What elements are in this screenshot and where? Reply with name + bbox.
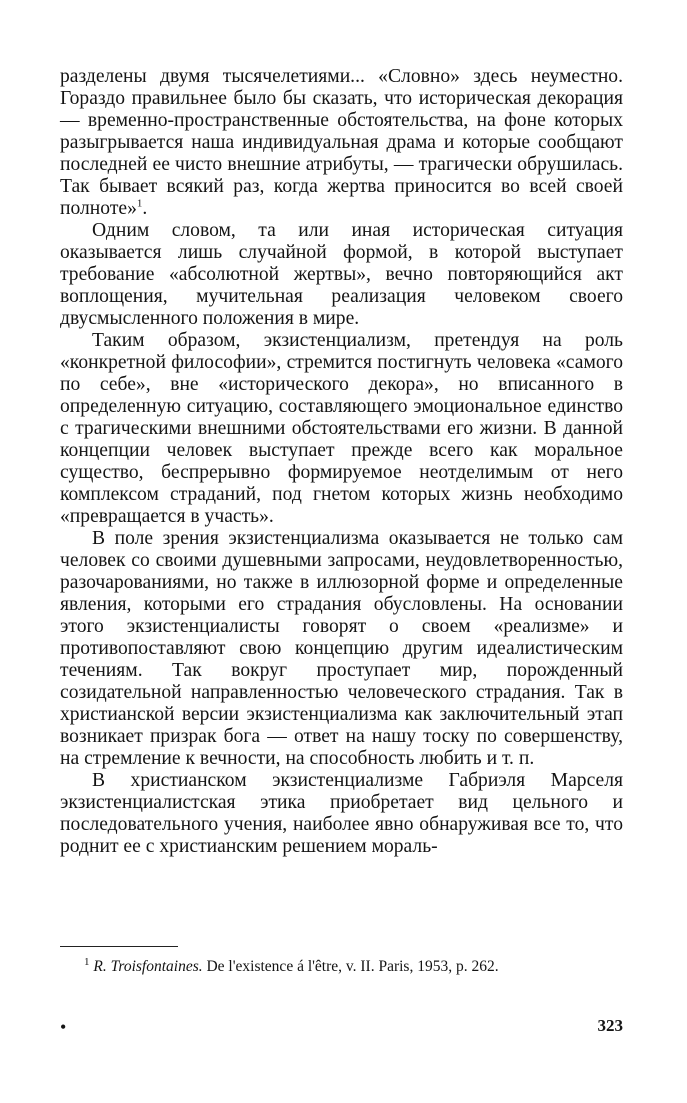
page-body [60,66,623,858]
paragraph-3: Таким образом, экзистенциализм, претендуя на роль «конкретной философии», стремится постигнуть человека «самого по себе», вне «исторического декора», но вписанного в определенную ситуацию, составляющего эмоциональное единство с трагическими внешними обстоятельствами его жизни. В данной концепции человек выступает прежде всего как моральное существо, беспрерывно формируемое неотделимым от него комплексом страданий, под гнетом которых жизнь необходимо «превращается в участь». [60,330,623,527]
footnote [60,957,623,977]
footnote-text: De l'existence á l'être, v. II. Paris, 1953, p. 262. [202,958,499,975]
footnote-marker: 1 [84,955,90,968]
footnote-divider [60,946,178,947]
paragraph-5: В христианском экзистенциализме Габриэля Марселя экзистенциалистская этика приобретает вид цельного и последовательного учения, наиболее явно обнаруживая все то, что роднит ее с христианским решением мораль- [60,770,623,857]
paragraph-1-text: разделены двумя тысячелетиями... «Словно» здесь неуместно. Гораздо правильнее было бы сказать, что историческая декорация — временно-пространственные обстоятельства, на фоне которых разыгрывается наша индивидуальная драма и которые сообщают последней ее чисто внешние атрибуты, — трагически обрушилась. Так бывает всякий раз, когда жертва приносится во всей своей полноте» [60,66,623,219]
paragraph-1-tail: . [142,198,148,219]
footnote-author: R. Troisfontaines. [93,958,203,975]
paragraph-1 [60,66,623,220]
paragraph-4: В поле зрения экзистенциализма оказывается не только сам человек со своими душевными запросами, неудовлетворенностью, разочарованиями, но также в иллюзорной форме и определенные явления, которыми его страдания обусловлены. На основании этого экзистенциалисты говорят о своем «реализме» и противопоставляют свою концепцию другим идеалистическим течениям. Так вокруг проступает мир, порожденный созидательной направленностью человеческого страдания. Так в христианской версии экзистенциализма как заключительный этап возникает призрак бога — ответ на нашу тоску по совершенству, на стремление к вечности, на способность любить и т. п. [60,528,623,769]
signature-mark: • [60,1017,67,1037]
page-number: 323 [597,1016,623,1035]
footnote-ref[interactable]: 1 [136,197,143,210]
paragraph-2: Одним словом, та или иная историческая ситуация оказывается лишь случайной формой, в которой выступает требование «абсолютной жертвы», вечно повторяющийся акт воплощения, мучительная реализация человеком своего двусмысленного положения в мире. [60,220,623,329]
